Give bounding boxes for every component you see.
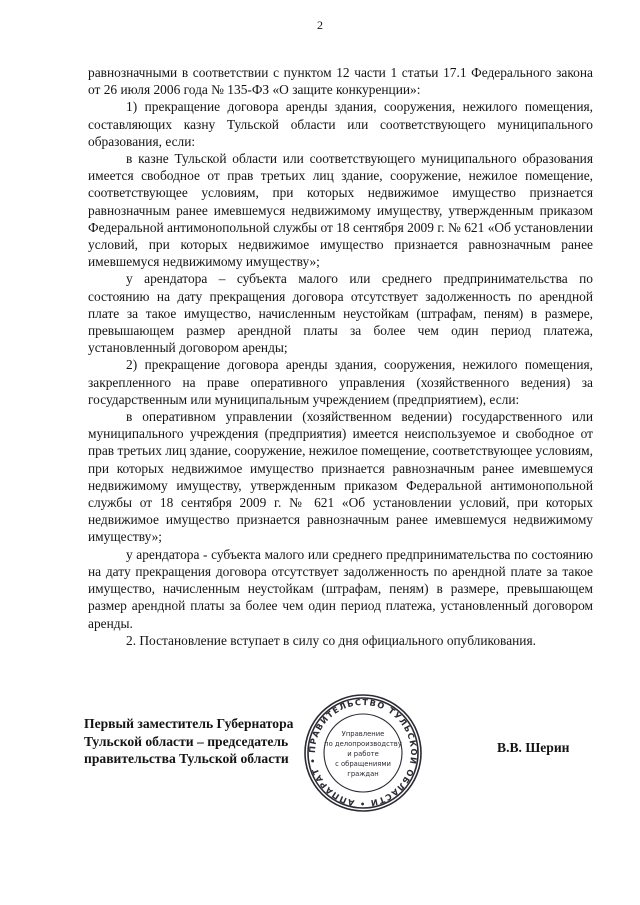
seal-inner-text: с обращениями — [335, 760, 391, 768]
signer-name: В.В. Шерин — [497, 740, 570, 755]
paragraph: 2) прекращение договора аренды здания, сооружения, нежилого помещения, закрепленного на праве оперативного управления (хозяйственного ведения) за государственным или муниципальным учреждением (предприятием), если: — [88, 357, 593, 407]
seal-inner-text: Управление — [341, 730, 385, 738]
seal-outer-text: ПРАВИТЕЛЬСТВО ТУЛЬСКОЙ ОБЛАСТИ • АППАРАТ • — [306, 696, 420, 810]
paragraph: в оперативном управлении (хозяйственном ведении) государственного или муниципального учреждения (предприятия) имеется неиспользуемое и свободное от прав третьих лиц здание, сооружение, нежилое помещение, соответствующее условиям, при которых недвижимое имущество признается равнозначным ранее имевшемуся недвижимому имуществу, утвержденным приказом Федеральной антимонопольной службы от 18 сентября 2009 г. № 621 «Об установлении условий, при которых недвижимое имущество признается равнозначным ранее имевшемуся недвижимому имуществу»; — [88, 409, 594, 545]
signature-block — [84, 715, 293, 768]
page-number: 2 — [317, 18, 323, 32]
paragraph: равнозначными в соответствии с пунктом 12 части 1 статьи 17.1 Федерального закона от 26 июля 2006 года № 135-ФЗ «О защите конкуренции»: — [88, 65, 593, 98]
paragraph: 2. Постановление вступает в силу со дня официального опубликования. — [126, 632, 536, 648]
seal-inner-text: и работе — [347, 750, 379, 758]
signer-title-line: Первый заместитель Губернатора — [84, 716, 294, 731]
seal-inner-text: по делопроизводству — [324, 740, 402, 748]
paragraph: в казне Тульской области или соответствующего муниципального образования имеется свободное от прав третьих лиц здание, сооружение, нежилое помещение, соответствующее условиям, при которых недвижимое имущество признается равнозначным ранее имевшемуся недвижимому имуществу, утвержденным приказом Федеральной антимонопольной службы от 18 сентября 2009 г. № 621 «Об установлении условий, при которых недвижимое имущество признается равнозначным ранее имевшемуся недвижимому имуществу»; — [88, 151, 593, 270]
seal-inner-text: граждан — [347, 770, 379, 778]
document-body — [88, 64, 593, 649]
paragraph: у арендатора - субъекта малого или среднего предпринимательства по состоянию на дату прекращения договора отсутствует задолженность по арендной плате за такое имущество, начисленным неустойкам (штрафам, пеням) в размере, превышающем размер арендной платы за более чем один период платежа, установленный договором аренды. — [88, 546, 593, 631]
official-seal — [302, 692, 424, 814]
paragraph: 1) прекращение договора аренды здания, сооружения, нежилого помещения, составляющих казну Тульской области или соответствующего муниципального образования, если: — [88, 99, 593, 149]
signer-title-line: правительства Тульской области — [84, 751, 289, 766]
signer-title-line: Тульской области – председатель — [84, 733, 289, 749]
paragraph: у арендатора – субъекта малого или среднего предпринимательства по состоянию на дату прекращения договора отсутствует задолженность по арендной плате за такое имущество, начисленным неустойкам (штрафам, пеням) в размере, превышающем размер арендной платы за более чем один период платежа, установленный договором аренды; — [88, 271, 593, 356]
